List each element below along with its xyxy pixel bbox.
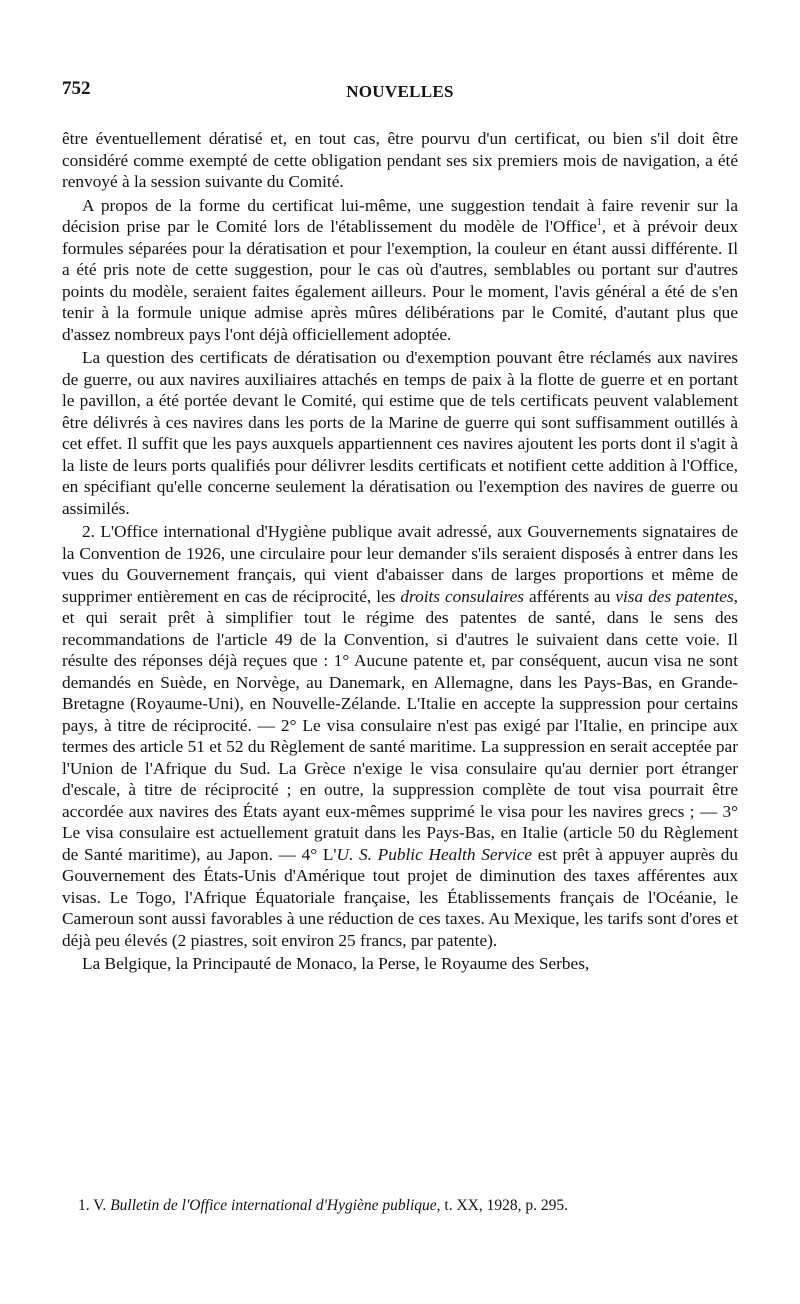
paragraph-5: La Belgique, la Principauté de Monaco, la Perse, le Royaume des Serbes, xyxy=(82,954,590,973)
italic-visa-des-patentes: visa des patentes xyxy=(615,586,734,606)
footnote-title: Bulletin de l'Office international d'Hygiène publique xyxy=(110,1197,437,1214)
footnote-prefix: V. xyxy=(93,1197,111,1214)
paragraph-3: La question des certificats de dératisation ou d'exemption pouvant être réclamés aux navires de guerre, ou aux navires auxiliaires attachés en temps de paix à la flotte de guerre et en portant le pavillon, a été portée devant le Comité, qui estime que de tels certificats peuvent valablement être délivrés à ces navires dans les ports de la Marine de guerre qui sont suffisamment outillés à cet effet. Il suffit que les pays auxquels appartiennent ces navires ajoutent les ports dont il s'agit à la liste de leurs ports qualifiés pour délivrer lesdits certificats et notifient cette addition à l'Office, en spécifiant qu'elle concerne seulement la dératisation ou l'exemption des navires de guerre ou assimilés. xyxy=(62,348,738,518)
paragraph-1: être éventuellement dératisé et, en tout cas, être pourvu d'un certificat, ou bien s'il doit être considéré comme exempté de cette obligation pendant ses six premiers mois de navigation, a été renvoyé à la session suivante du Comité. xyxy=(62,129,738,191)
paragraph-4-part-a: 2. L'Office international d'Hygiène publique avait adressé, aux Gouvernements signataires de la Convention de 1926, une circulaire pour leur demander s'ils seraient disposés à entrer dans les vues du Gouvernement français, qui vient d'abaisser dans de larges proportions et même de supprimer entièrement en cas de réciprocité, les xyxy=(62,522,738,606)
paragraph-4-part-b: afférents au xyxy=(524,586,616,606)
footnote xyxy=(78,1196,738,1216)
footnote-suffix: , t. XX, 1928, p. 295. xyxy=(436,1197,568,1214)
paragraph-2 xyxy=(62,195,738,346)
italic-droits-consulaires: droits consulaires xyxy=(400,586,525,606)
page-number: 752 xyxy=(62,78,91,99)
body-text xyxy=(62,128,738,975)
paragraph-2-part-b: , et à prévoir deux formules séparées pour la dératisation et pour l'exemption, la couleur en étant aussi différente. Il a été pris note de cette suggestion, pour le cas où d'autres, semblables ou portant sur d'autres points du modèle, seraient faites également ailleurs. Pour le moment, l'avis général a été de s'en tenir à la formule unique admise après mûres délibérations par le Comité, d'autant plus que d'assez nombreux pays l'ont déjà officiellement adoptée. xyxy=(62,217,738,344)
footnote-reference: 1 xyxy=(596,217,602,229)
paragraph-2-part-a: A propos de la forme du certificat lui-même, une suggestion tendait à faire revenir sur la décision prise par le Comité lors de l'établissement du modèle de l'Office xyxy=(62,195,738,236)
italic-us-public-health-service: U. S. Public Health Service xyxy=(336,844,533,864)
paragraph-4-part-d: est prêt à appuyer auprès du Gouvernement des États-Unis d'Amérique tout projet de diminution des taxes afférentes aux visas. Le Togo, l'Afrique Équatoriale française, les Établissements français de l'Océanie, le Cameroun sont aussi favorables à une réduction de ces taxes. Au Mexique, les tarifs sont d'ores et déjà peu élevés (2 piastres, soit environ 25 francs, par patente). xyxy=(62,844,738,950)
footnote-marker: 1. xyxy=(78,1197,90,1214)
paragraph-4 xyxy=(62,521,738,951)
running-head: NOUVELLES xyxy=(346,82,454,101)
paragraph-4-part-c: , et qui serait prêt à simplifier tout le régime des patentes de santé, dans le sens des recommandations de l'article 49 de la Convention, si d'autres le suivaient dans cette voie. Il résulte des réponses déjà reçues que : 1° Aucune patente et, par conséquent, aucun visa ne sont demandés en Suède, en Norvège, au Danemark, en Allemagne, dans les Pays-Bas, en Grande-Bretagne (Royaume-Uni), en Nouvelle-Zélande. L'Italie en accepte la suppression pour certains pays, à titre de réciprocité. — 2° Le visa consulaire n'est pas exigé par l'Italie, en principe aux termes des article 51 et 52 du Règlement de santé maritime. La suppression en serait acceptée par l'Union de l'Afrique du Sud. La Grèce n'exige le visa consulaire qu'au dernier port étranger d'escale, à titre de réciprocité ; en outre, la suppression complète de tout visa pourrait être accordée aux navires des États ayant eux-mêmes supprimé le visa pour les navires grecs ; — 3° Le visa consulaire est actuellement gratuit dans les Pays-Bas, en Italie (article 50 du Règlement de Santé maritime), au Japon. — 4° L' xyxy=(62,586,738,864)
page-header xyxy=(62,78,738,108)
